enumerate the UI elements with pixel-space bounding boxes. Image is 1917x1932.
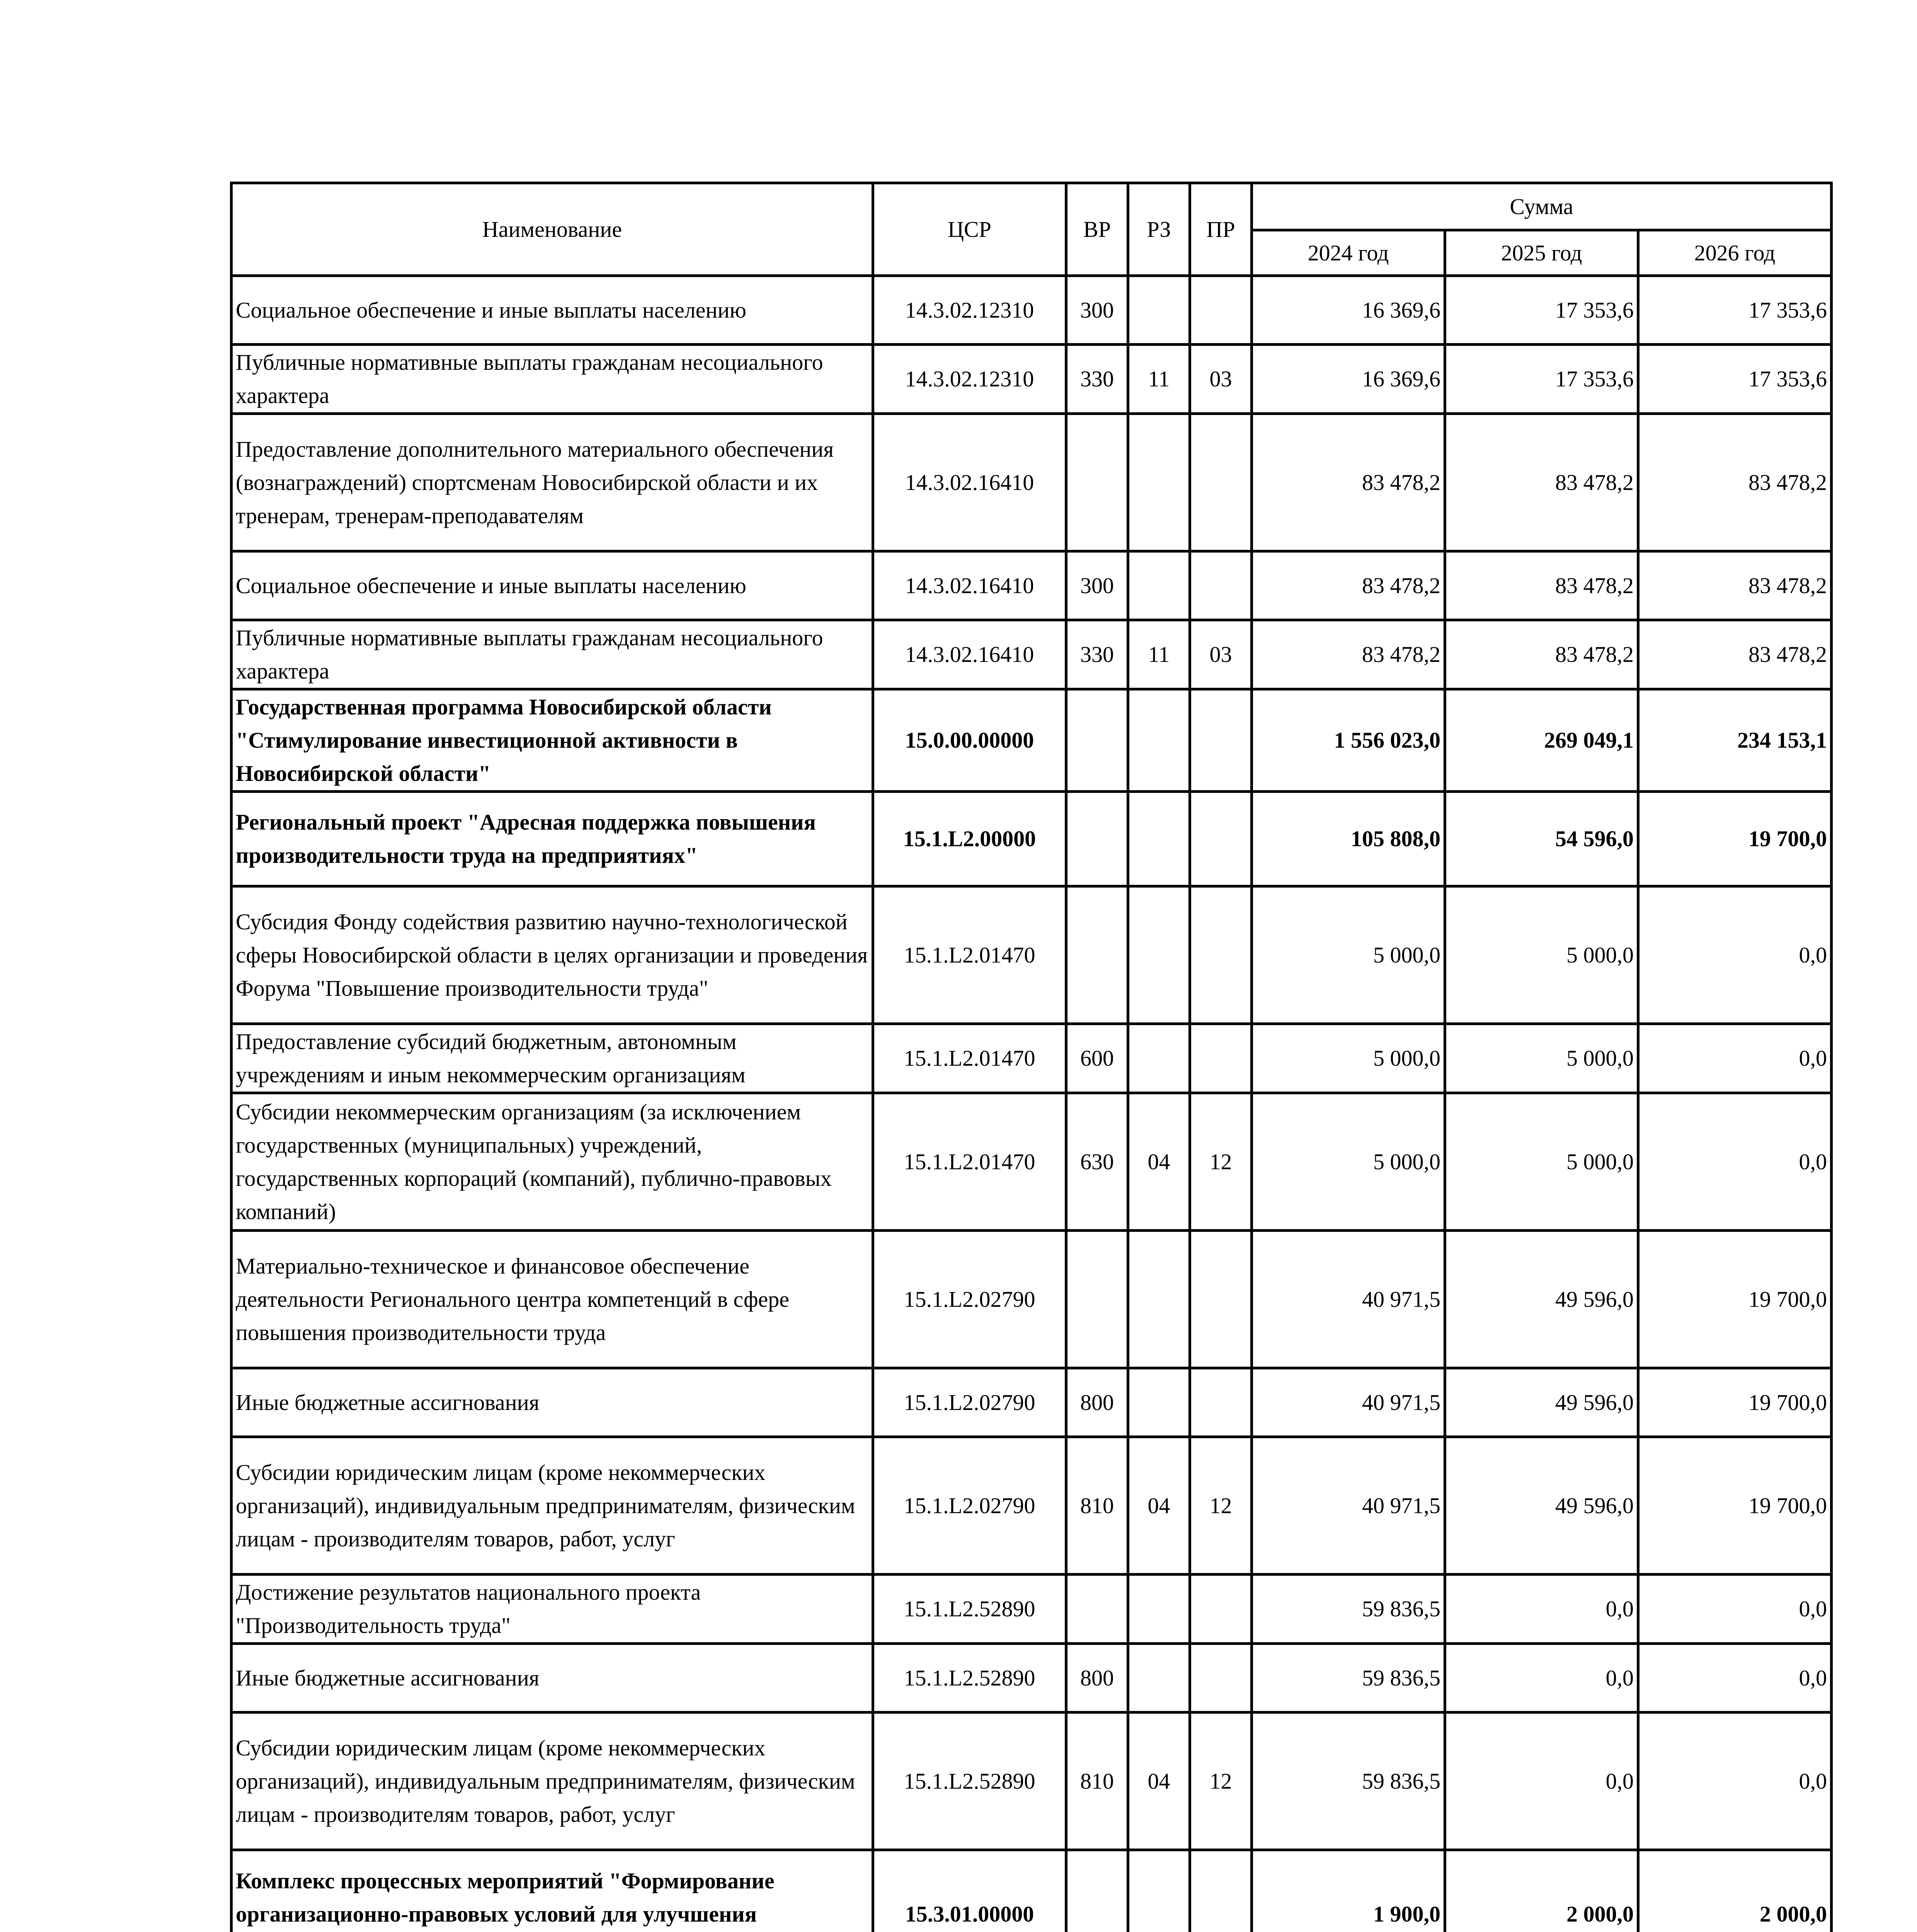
- row-vr: 800: [1066, 1644, 1128, 1713]
- row-sum-2024: 1 900,0: [1252, 1850, 1445, 1932]
- row-rz: [1128, 792, 1190, 886]
- row-vr: 810: [1066, 1437, 1128, 1575]
- row-vr: [1066, 689, 1128, 792]
- table-row: [232, 1093, 1832, 1231]
- row-pr: [1190, 792, 1252, 886]
- row-pr: [1190, 1644, 1252, 1713]
- row-sum-2025: 0,0: [1445, 1713, 1638, 1850]
- row-sum-2026: 83 478,2: [1638, 551, 1832, 620]
- row-rz: [1128, 886, 1190, 1024]
- row-pr: 03: [1190, 620, 1252, 689]
- row-sum-2026: 19 700,0: [1638, 1368, 1832, 1437]
- header-csr: ЦСР: [873, 183, 1066, 276]
- row-vr: [1066, 792, 1128, 886]
- row-sum-2024: 83 478,2: [1252, 620, 1445, 689]
- row-name: Иные бюджетные ассигнования: [232, 1644, 873, 1713]
- row-csr: 15.1.L2.02790: [873, 1437, 1066, 1575]
- row-name: Комплекс процессных мероприятий "Формирование организационно-правовых условий для улучшения: [232, 1850, 873, 1932]
- row-sum-2024: 5 000,0: [1252, 886, 1445, 1024]
- row-sum-2026: 0,0: [1638, 1093, 1832, 1231]
- row-vr: [1066, 414, 1128, 551]
- row-sum-2025: 17 353,6: [1445, 345, 1638, 414]
- row-sum-2026: 0,0: [1638, 1644, 1832, 1713]
- row-csr: 15.1.L2.52890: [873, 1575, 1066, 1644]
- row-csr: 14.3.02.12310: [873, 276, 1066, 345]
- row-sum-2024: 83 478,2: [1252, 551, 1445, 620]
- row-sum-2026: 0,0: [1638, 1575, 1832, 1644]
- row-rz: [1128, 276, 1190, 345]
- table-row: [232, 1368, 1832, 1437]
- row-pr: 12: [1190, 1437, 1252, 1575]
- table-row: [232, 792, 1832, 886]
- budget-sheet: [230, 182, 1830, 1932]
- row-sum-2024: 16 369,6: [1252, 276, 1445, 345]
- header-pr: ПР: [1190, 183, 1252, 276]
- row-csr: 14.3.02.16410: [873, 414, 1066, 551]
- row-vr: [1066, 886, 1128, 1024]
- row-csr: 15.1.L2.01470: [873, 1093, 1066, 1231]
- row-csr: 15.1.L2.01470: [873, 1024, 1066, 1093]
- row-vr: 330: [1066, 620, 1128, 689]
- row-pr: [1190, 551, 1252, 620]
- row-name: Предоставление дополнительного материального обеспечения (вознаграждений) спортсменам Новосибирской области и их тренерам, тренерам-преподавателям: [232, 414, 873, 551]
- row-sum-2025: 0,0: [1445, 1644, 1638, 1713]
- table-row: [232, 276, 1832, 345]
- row-rz: [1128, 1575, 1190, 1644]
- row-pr: [1190, 276, 1252, 345]
- row-rz: [1128, 1024, 1190, 1093]
- row-sum-2024: 5 000,0: [1252, 1093, 1445, 1231]
- row-rz: 04: [1128, 1437, 1190, 1575]
- row-vr: [1066, 1850, 1128, 1932]
- row-name: Государственная программа Новосибирской области "Стимулирование инвестиционной активности в Новосибирской области": [232, 689, 873, 792]
- row-sum-2025: 5 000,0: [1445, 1024, 1638, 1093]
- table-row: [232, 1575, 1832, 1644]
- row-sum-2026: 0,0: [1638, 1024, 1832, 1093]
- row-pr: [1190, 1850, 1252, 1932]
- row-sum-2024: 40 971,5: [1252, 1437, 1445, 1575]
- row-sum-2026: 234 153,1: [1638, 689, 1832, 792]
- row-sum-2025: 2 000,0: [1445, 1850, 1638, 1932]
- table-row: [232, 551, 1832, 620]
- row-pr: [1190, 1368, 1252, 1437]
- row-sum-2026: 17 353,6: [1638, 345, 1832, 414]
- row-rz: 04: [1128, 1093, 1190, 1231]
- row-csr: 15.1.L2.00000: [873, 792, 1066, 886]
- row-pr: [1190, 1024, 1252, 1093]
- row-name: Материально-техническое и финансовое обеспечение деятельности Регионального центра компетенций в сфере повышения производительности труда: [232, 1231, 873, 1368]
- row-rz: [1128, 1850, 1190, 1932]
- row-csr: 15.1.L2.01470: [873, 886, 1066, 1024]
- table-row: [232, 620, 1832, 689]
- table-row: [232, 1713, 1832, 1850]
- table-body: [232, 276, 1832, 1932]
- row-rz: [1128, 551, 1190, 620]
- row-sum-2025: 5 000,0: [1445, 1093, 1638, 1231]
- row-csr: 14.3.02.16410: [873, 551, 1066, 620]
- row-sum-2025: 83 478,2: [1445, 620, 1638, 689]
- row-sum-2024: 59 836,5: [1252, 1575, 1445, 1644]
- row-sum-2025: 83 478,2: [1445, 551, 1638, 620]
- row-sum-2026: 19 700,0: [1638, 1231, 1832, 1368]
- header-name: Наименование: [232, 183, 873, 276]
- row-sum-2025: 49 596,0: [1445, 1231, 1638, 1368]
- row-pr: [1190, 1231, 1252, 1368]
- row-rz: [1128, 1231, 1190, 1368]
- row-sum-2024: 59 836,5: [1252, 1644, 1445, 1713]
- row-sum-2024: 105 808,0: [1252, 792, 1445, 886]
- row-sum-2025: 83 478,2: [1445, 414, 1638, 551]
- row-sum-2024: 1 556 023,0: [1252, 689, 1445, 792]
- row-csr: 15.1.L2.52890: [873, 1644, 1066, 1713]
- row-name: Иные бюджетные ассигнования: [232, 1368, 873, 1437]
- table-row: [232, 345, 1832, 414]
- table-row: [232, 689, 1832, 792]
- row-sum-2025: 17 353,6: [1445, 276, 1638, 345]
- row-name: Субсидии юридическим лицам (кроме некоммерческих организаций), индивидуальным предпринимателям, физическим лицам - производителям товаров, работ, услуг: [232, 1713, 873, 1850]
- row-sum-2025: 0,0: [1445, 1575, 1638, 1644]
- row-vr: 630: [1066, 1093, 1128, 1231]
- row-rz: [1128, 414, 1190, 551]
- table-row: [232, 1644, 1832, 1713]
- table-row: [232, 886, 1832, 1024]
- row-name: Региональный проект "Адресная поддержка повышения производительности труда на предприятиях": [232, 792, 873, 886]
- row-sum-2024: 59 836,5: [1252, 1713, 1445, 1850]
- row-rz: [1128, 1644, 1190, 1713]
- row-name: Социальное обеспечение и иные выплаты населению: [232, 276, 873, 345]
- budget-table: [230, 182, 1833, 1932]
- row-vr: [1066, 1231, 1128, 1368]
- row-sum-2026: 19 700,0: [1638, 792, 1832, 886]
- row-sum-2026: 83 478,2: [1638, 620, 1832, 689]
- table-row: [232, 1231, 1832, 1368]
- row-pr: [1190, 886, 1252, 1024]
- table-row: [232, 1437, 1832, 1575]
- row-csr: 15.1.L2.02790: [873, 1231, 1066, 1368]
- row-name: Социальное обеспечение и иные выплаты населению: [232, 551, 873, 620]
- row-pr: 03: [1190, 345, 1252, 414]
- row-sum-2025: 49 596,0: [1445, 1368, 1638, 1437]
- row-vr: [1066, 1575, 1128, 1644]
- row-vr: 810: [1066, 1713, 1128, 1850]
- row-sum-2026: 19 700,0: [1638, 1437, 1832, 1575]
- row-csr: 15.1.L2.02790: [873, 1368, 1066, 1437]
- row-sum-2024: 40 971,5: [1252, 1231, 1445, 1368]
- row-vr: 800: [1066, 1368, 1128, 1437]
- row-vr: 330: [1066, 345, 1128, 414]
- header-rz: РЗ: [1128, 183, 1190, 276]
- row-csr: 14.3.02.16410: [873, 620, 1066, 689]
- row-pr: 12: [1190, 1713, 1252, 1850]
- row-sum-2024: 5 000,0: [1252, 1024, 1445, 1093]
- row-name: Предоставление субсидий бюджетным, автономным учреждениям и иным некоммерческим организациям: [232, 1024, 873, 1093]
- table-row: [232, 1850, 1832, 1932]
- row-sum-2024: 83 478,2: [1252, 414, 1445, 551]
- row-csr: 15.3.01.00000: [873, 1850, 1066, 1932]
- row-csr: 14.3.02.12310: [873, 345, 1066, 414]
- row-sum-2025: 49 596,0: [1445, 1437, 1638, 1575]
- row-name: Субсидия Фонду содействия развитию научно-технологической сферы Новосибирской области в целях организации и проведения Форума "Повышение производительности труда": [232, 886, 873, 1024]
- header-year-2024: 2024 год: [1252, 230, 1445, 276]
- row-sum-2024: 40 971,5: [1252, 1368, 1445, 1437]
- row-rz: 11: [1128, 345, 1190, 414]
- row-name: Субсидии некоммерческим организациям (за исключением государственных (муниципальных) учреждений, государственных корпораций (компаний), публично-правовых компаний): [232, 1093, 873, 1231]
- row-name: Публичные нормативные выплаты гражданам несоциального характера: [232, 345, 873, 414]
- row-sum-2026: 83 478,2: [1638, 414, 1832, 551]
- row-sum-2025: 269 049,1: [1445, 689, 1638, 792]
- row-vr: 600: [1066, 1024, 1128, 1093]
- row-vr: 300: [1066, 276, 1128, 345]
- row-csr: 15.0.00.00000: [873, 689, 1066, 792]
- row-csr: 15.1.L2.52890: [873, 1713, 1066, 1850]
- header-year-2025: 2025 год: [1445, 230, 1638, 276]
- row-rz: [1128, 689, 1190, 792]
- table-row: [232, 414, 1832, 551]
- row-sum-2026: 0,0: [1638, 1713, 1832, 1850]
- row-sum-2026: 2 000,0: [1638, 1850, 1832, 1932]
- row-sum-2026: 0,0: [1638, 886, 1832, 1024]
- row-pr: [1190, 1575, 1252, 1644]
- header-sum: Сумма: [1252, 183, 1832, 230]
- row-rz: 11: [1128, 620, 1190, 689]
- row-pr: [1190, 414, 1252, 551]
- row-rz: [1128, 1368, 1190, 1437]
- header-vr: ВР: [1066, 183, 1128, 276]
- row-sum-2024: 16 369,6: [1252, 345, 1445, 414]
- row-rz: 04: [1128, 1713, 1190, 1850]
- table-row: [232, 1024, 1832, 1093]
- row-vr: 300: [1066, 551, 1128, 620]
- row-sum-2025: 54 596,0: [1445, 792, 1638, 886]
- row-name: Субсидии юридическим лицам (кроме некоммерческих организаций), индивидуальным предпринимателям, физическим лицам - производителям товаров, работ, услуг: [232, 1437, 873, 1575]
- row-sum-2025: 5 000,0: [1445, 886, 1638, 1024]
- row-sum-2026: 17 353,6: [1638, 276, 1832, 345]
- row-name: Достижение результатов национального проекта "Производительность труда": [232, 1575, 873, 1644]
- header-year-2026: 2026 год: [1638, 230, 1832, 276]
- row-pr: 12: [1190, 1093, 1252, 1231]
- row-name: Публичные нормативные выплаты гражданам несоциального характера: [232, 620, 873, 689]
- row-pr: [1190, 689, 1252, 792]
